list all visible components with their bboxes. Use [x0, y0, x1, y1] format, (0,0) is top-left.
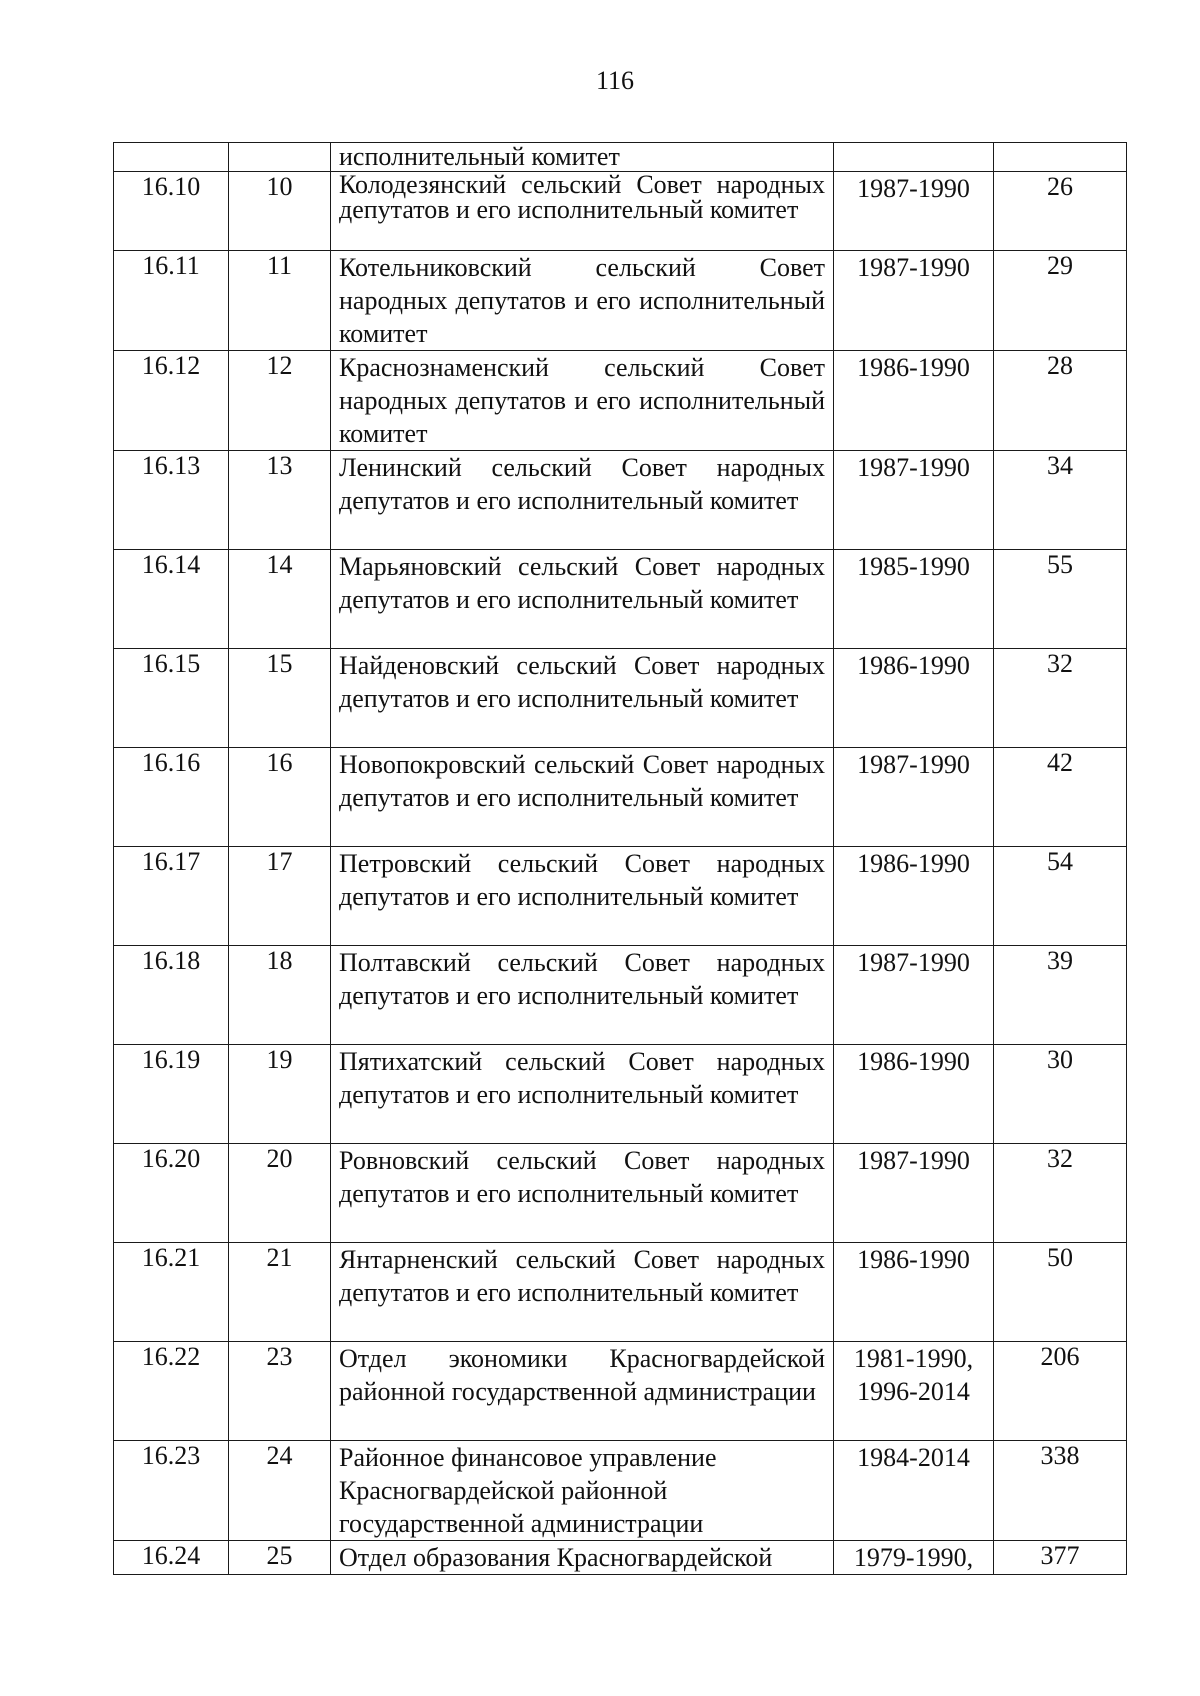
table-row — [114, 847, 1127, 946]
fond-index-cell: 10 — [229, 172, 331, 251]
fond-title-cell: Марьяновский сельский Совет народных депутатов и его исполнительный комитет — [331, 550, 834, 649]
table-row — [114, 649, 1127, 748]
fond-title-cell: Янтарненский сельский Совет народных депутатов и его исполнительный комитет — [331, 1243, 834, 1342]
fond-index-cell — [229, 143, 331, 172]
file-count-cell: 39 — [994, 946, 1127, 1045]
fond-title-cell: Отдел образования Красногвардейской — [331, 1541, 834, 1575]
fond-title-cell: исполнительный комитет — [331, 143, 834, 172]
date-range-cell — [834, 143, 994, 172]
fond-title-cell: Ленинский сельский Совет народных депутатов и его исполнительный комитет — [331, 451, 834, 550]
row-number-cell: 16.17 — [114, 847, 229, 946]
date-range-cell: 1986-1990 — [834, 847, 994, 946]
table-row — [114, 251, 1127, 351]
file-count-cell: 50 — [994, 1243, 1127, 1342]
table-row — [114, 1342, 1127, 1441]
date-range-cell: 1986-1990 — [834, 1243, 994, 1342]
row-number-cell: 16.23 — [114, 1441, 229, 1541]
date-range-cell: 1987-1990 — [834, 946, 994, 1045]
row-number-cell: 16.22 — [114, 1342, 229, 1441]
date-range-cell: 1979-1990, — [834, 1541, 994, 1575]
file-count-cell: 30 — [994, 1045, 1127, 1144]
date-range-cell: 1987-1990 — [834, 172, 994, 251]
table-row — [114, 1045, 1127, 1144]
fond-title-cell: Краснознаменский сельский Совет народных депутатов и его исполнительный комитет — [331, 351, 834, 451]
fond-index-cell: 12 — [229, 351, 331, 451]
fond-title-cell: Колодезянский сельский Совет народных депутатов и его исполнительный комитет — [331, 172, 834, 251]
file-count-cell: 206 — [994, 1342, 1127, 1441]
fond-title-cell: Найденовский сельский Совет народных депутатов и его исполнительный комитет — [331, 649, 834, 748]
fond-title-cell: Ровновский сельский Совет народных депутатов и его исполнительный комитет — [331, 1144, 834, 1243]
fond-index-cell: 25 — [229, 1541, 331, 1575]
fond-title-cell: Отдел экономики Красногвардейской районной государственной администрации — [331, 1342, 834, 1441]
row-number-cell: 16.16 — [114, 748, 229, 847]
file-count-cell: 34 — [994, 451, 1127, 550]
table-row — [114, 1243, 1127, 1342]
page-number: 116 — [595, 66, 635, 95]
table-row — [114, 451, 1127, 550]
table-row — [114, 1144, 1127, 1243]
date-range-cell: 1985-1990 — [834, 550, 994, 649]
fond-index-cell: 16 — [229, 748, 331, 847]
fond-index-cell: 23 — [229, 1342, 331, 1441]
fond-title-cell: Пятихатский сельский Совет народных депутатов и его исполнительный комитет — [331, 1045, 834, 1144]
date-range-cell: 1986-1990 — [834, 649, 994, 748]
fond-index-cell: 11 — [229, 251, 331, 351]
date-range-cell: 1987-1990 — [834, 748, 994, 847]
fond-title-cell: Новопокровский сельский Совет народных депутатов и его исполнительный комитет — [331, 748, 834, 847]
date-range-cell: 1986-1990 — [834, 1045, 994, 1144]
file-count-cell: 55 — [994, 550, 1127, 649]
fond-title-cell: Петровский сельский Совет народных депутатов и его исполнительный комитет — [331, 847, 834, 946]
row-number-cell: 16.13 — [114, 451, 229, 550]
date-range-cell: 1987-1990 — [834, 1144, 994, 1243]
file-count-cell: 29 — [994, 251, 1127, 351]
file-count-cell: 28 — [994, 351, 1127, 451]
table-row — [114, 946, 1127, 1045]
table-row — [114, 748, 1127, 847]
table-row — [114, 1541, 1127, 1575]
table-row — [114, 550, 1127, 649]
fond-title-cell: Районное финансовое управление Красногвардейской районной государственной администрации — [331, 1441, 834, 1541]
file-count-cell: 377 — [994, 1541, 1127, 1575]
file-count-cell: 42 — [994, 748, 1127, 847]
file-count-cell — [994, 143, 1127, 172]
row-number-cell: 16.14 — [114, 550, 229, 649]
file-count-cell: 32 — [994, 1144, 1127, 1243]
fond-index-cell: 24 — [229, 1441, 331, 1541]
date-range-cell: 1987-1990 — [834, 251, 994, 351]
row-number-cell: 16.19 — [114, 1045, 229, 1144]
file-count-cell: 54 — [994, 847, 1127, 946]
fond-index-cell: 15 — [229, 649, 331, 748]
row-number-cell: 16.18 — [114, 946, 229, 1045]
row-number-cell: 16.10 — [114, 172, 229, 251]
row-number-cell: 16.11 — [114, 251, 229, 351]
fond-index-cell: 14 — [229, 550, 331, 649]
date-range-cell: 1987-1990 — [834, 451, 994, 550]
table-row — [114, 143, 1127, 172]
row-number-cell: 16.15 — [114, 649, 229, 748]
fond-index-cell: 13 — [229, 451, 331, 550]
row-number-cell: 16.20 — [114, 1144, 229, 1243]
fonds-register-table — [113, 142, 1127, 1575]
fond-index-cell: 17 — [229, 847, 331, 946]
row-number-cell — [114, 143, 229, 172]
row-number-cell: 16.12 — [114, 351, 229, 451]
fond-index-cell: 21 — [229, 1243, 331, 1342]
fond-index-cell: 20 — [229, 1144, 331, 1243]
date-range-cell: 1984-2014 — [834, 1441, 994, 1541]
fond-title-cell: Полтавский сельский Совет народных депутатов и его исполнительный комитет — [331, 946, 834, 1045]
date-range-cell: 1981-1990, 1996-2014 — [834, 1342, 994, 1441]
fond-title-cell: Котельниковский сельский Совет народных депутатов и его исполнительный комитет — [331, 251, 834, 351]
fond-index-cell: 18 — [229, 946, 331, 1045]
fond-index-cell: 19 — [229, 1045, 331, 1144]
date-range-cell: 1986-1990 — [834, 351, 994, 451]
row-number-cell: 16.21 — [114, 1243, 229, 1342]
file-count-cell: 26 — [994, 172, 1127, 251]
row-number-cell: 16.24 — [114, 1541, 229, 1575]
file-count-cell: 338 — [994, 1441, 1127, 1541]
table-row — [114, 1441, 1127, 1541]
file-count-cell: 32 — [994, 649, 1127, 748]
table-row — [114, 351, 1127, 451]
table-row — [114, 172, 1127, 251]
